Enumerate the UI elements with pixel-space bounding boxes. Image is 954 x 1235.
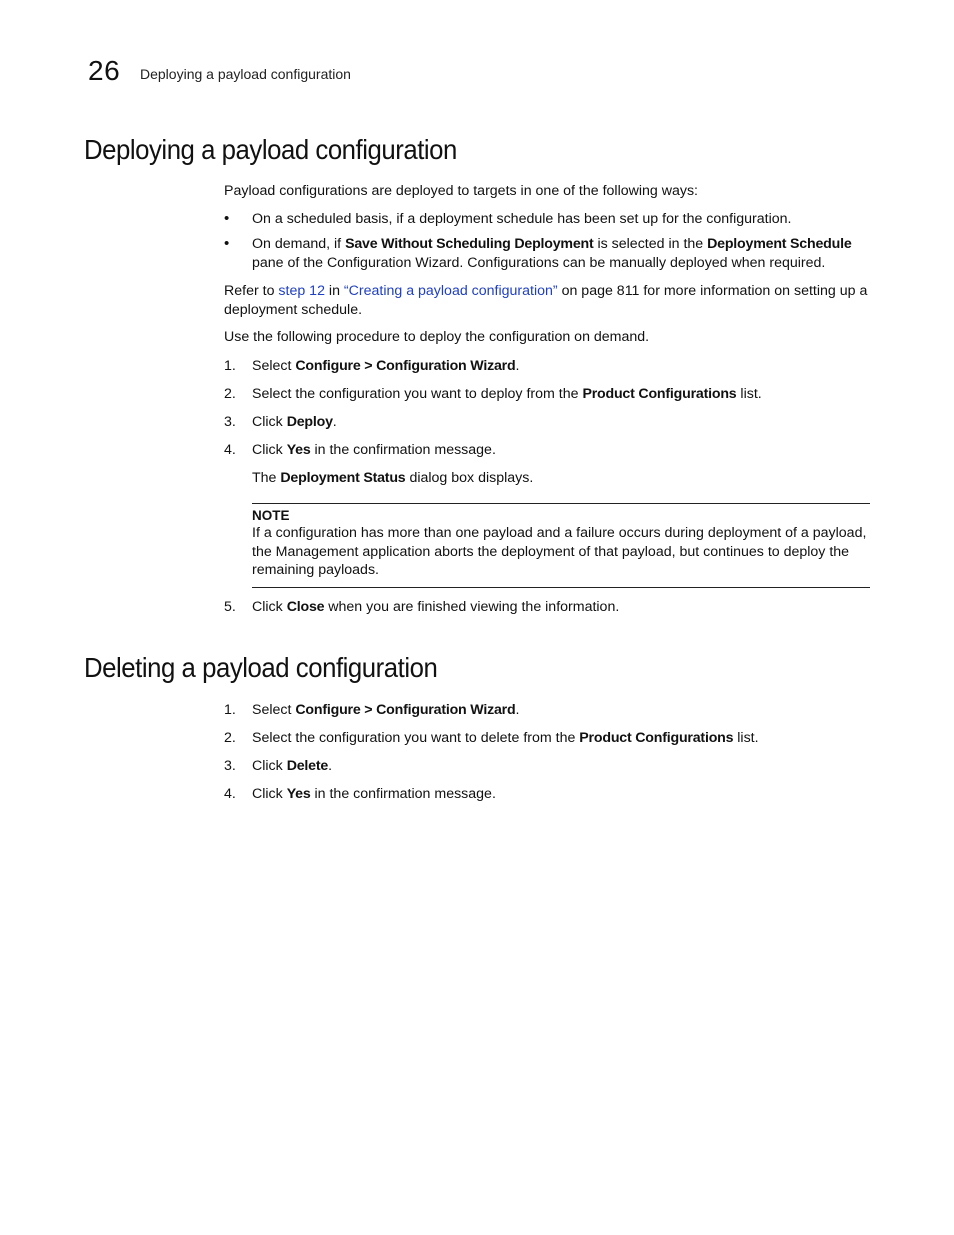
step-number: 4. — [224, 442, 236, 458]
section-intro: Payload configurations are deployed to targets in one of the following ways: — [224, 183, 698, 199]
note-label: NOTE — [252, 508, 290, 523]
step-text: Select Configure > Configuration Wizard. — [252, 702, 520, 718]
note-text: If a configuration has more than one payload and a failure occurs during deployment of a payload, the Management application aborts the deployment of that payload, but continues to deploy the remaining payloads. — [252, 525, 867, 578]
step-text: Click Close when you are finished viewing the information. — [252, 599, 620, 615]
ui-term: Save Without Scheduling Deployment — [345, 236, 594, 252]
ui-term: Configure > Configuration Wizard — [295, 702, 516, 718]
ui-term: Configure > Configuration Wizard — [295, 358, 516, 374]
link-creating-payload-configuration[interactable]: “Creating a payload configuration” — [343, 283, 558, 299]
step-text: Select the configuration you want to deploy from the Product Configurations list. — [252, 386, 762, 402]
step-text: Select Configure > Configuration Wizard. — [252, 358, 520, 374]
ui-term: Product Configurations — [579, 730, 734, 746]
note-box — [252, 503, 870, 588]
ui-term: Deployment Schedule — [707, 236, 852, 252]
link-step-12[interactable]: step 12 — [278, 283, 325, 299]
running-title: Deploying a payload configuration — [140, 66, 351, 82]
chapter-number: 26 — [88, 55, 121, 86]
step-number: 4. — [224, 786, 236, 802]
step-text: Click Delete. — [252, 758, 333, 774]
bullet-text: On demand, if Save Without Scheduling Deployment is selected in the Deployment Schedule pane of the Configuration Wizard. Configurations can be manually deployed when required. — [252, 236, 852, 271]
step-number: 5. — [224, 599, 236, 615]
step-number: 1. — [224, 702, 236, 718]
ui-term: Delete — [286, 758, 329, 774]
step-number: 3. — [224, 758, 236, 774]
ui-term: Close — [286, 599, 325, 615]
step-text: Select the configuration you want to delete from the Product Configurations list. — [252, 730, 759, 746]
step-result: The Deployment Status dialog box displays. — [252, 470, 534, 486]
procedure-intro: Use the following procedure to deploy the configuration on demand. — [224, 329, 650, 345]
ui-term: Deploy — [286, 414, 333, 430]
cross-reference-paragraph: Refer to step 12 in “Creating a payload configuration” on page 811 for more information on setting up a deployment schedule. — [224, 283, 868, 318]
ui-term: Deployment Status — [280, 470, 406, 486]
section-heading-deploying: Deploying a payload configuration — [84, 134, 457, 165]
bullet-icon: • — [224, 235, 230, 252]
step-number: 3. — [224, 414, 236, 430]
step-text: Click Yes in the confirmation message. — [252, 442, 496, 458]
step-number: 2. — [224, 730, 236, 746]
step-number: 1. — [224, 358, 236, 374]
step-text: Click Deploy. — [252, 414, 337, 430]
section-heading-deleting: Deleting a payload configuration — [84, 652, 438, 683]
ui-term: Product Configurations — [582, 386, 737, 402]
ui-term: Yes — [286, 442, 311, 458]
bullet-text: On a scheduled basis, if a deployment schedule has been set up for the configuration. — [252, 211, 792, 227]
step-text: Click Yes in the confirmation message. — [252, 786, 496, 802]
bullet-icon: • — [224, 210, 230, 227]
step-number: 2. — [224, 386, 236, 402]
ui-term: Yes — [286, 786, 311, 802]
